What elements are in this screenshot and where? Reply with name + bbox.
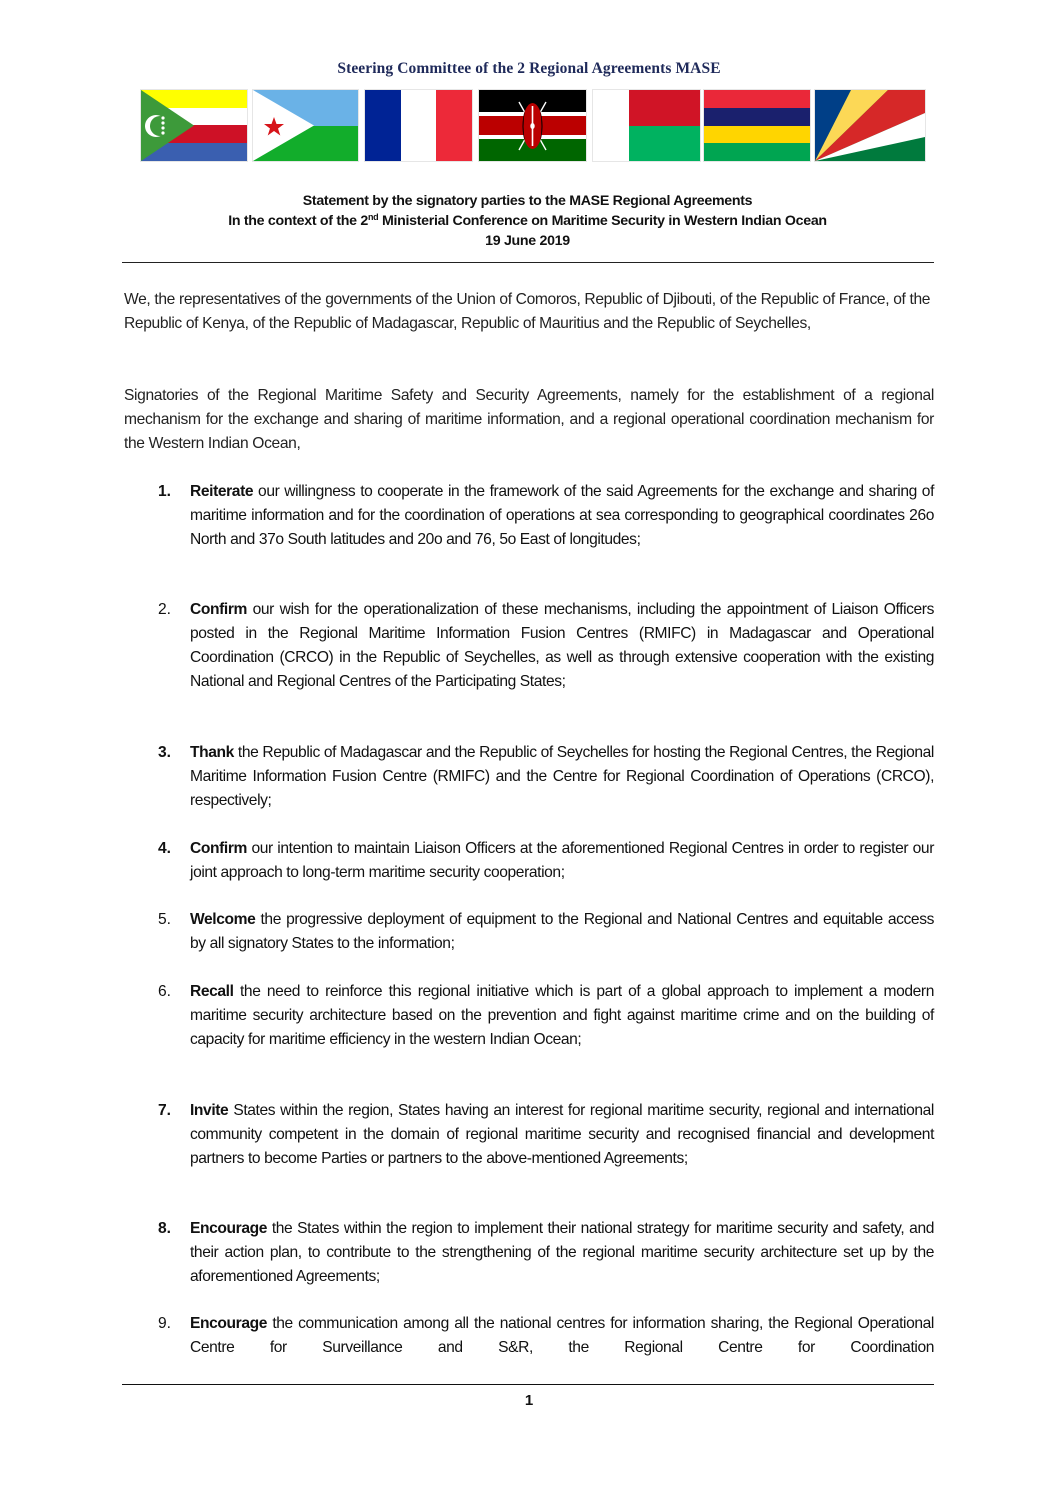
list-item xyxy=(158,1099,934,1171)
item-text: the need to reinforce this regional initiative which is part of a global approach to implement a modern maritime security architecture based on the prevention and fight against maritime crime and on the building of capacity for maritime efficiency in the western Indian Ocean; xyxy=(190,983,934,1048)
item-verb: Confirm xyxy=(190,840,247,857)
list-item xyxy=(158,741,934,813)
flag-comoros-icon xyxy=(141,90,247,161)
title-line2-suffix: Ministerial Conference on Maritime Security in Western Indian Ocean xyxy=(378,213,827,229)
item-number: 9. xyxy=(158,1315,172,1332)
list-item xyxy=(158,908,934,956)
item-number: 7. xyxy=(158,1102,172,1119)
committee-title: Steering Committee of the 2 Regional Agreements MASE xyxy=(337,60,721,77)
footer-divider xyxy=(122,1384,934,1385)
list-item xyxy=(158,837,934,885)
flag-kenya-icon xyxy=(479,90,586,161)
item-verb: Thank xyxy=(190,744,234,761)
page-number: 1 xyxy=(524,1392,534,1409)
item-text: our willingness to cooperate in the framework of the said Agreements for the exchange and sharing of maritime information and for the coordination of operations at sea corresponding to geographical coordinates 26o North and 37o South latitudes and 20o and 76, 5o East of longitudes; xyxy=(190,483,934,548)
item-text: the communication among all the national centres for information sharing, the Regional Operational Centre for Surveillance and S&R, the Regional Centre for Coordination xyxy=(190,1315,934,1356)
item-text: the States within the region to implement their national strategy for maritime security and safety, and their action plan, to contribute to the strengthening of the regional maritime security architecture set up by the aforementioned Agreements; xyxy=(190,1220,934,1285)
item-number: 4. xyxy=(158,840,172,857)
item-number: 5. xyxy=(158,911,172,928)
statement-title-line2 xyxy=(120,211,935,231)
list-item xyxy=(158,480,934,552)
item-number: 6. xyxy=(158,983,172,1000)
item-verb: Encourage xyxy=(190,1220,267,1237)
item-text: States within the region, States having an interest for regional maritime security, regional and international community competent in the domain of regional maritime security and recognised financial and development partners to become Parties or partners to the above-mentioned Agreements; xyxy=(190,1102,934,1167)
flag-mauritius-icon xyxy=(704,90,810,161)
statement-title-line1: Statement by the signatory parties to the MASE Regional Agreements xyxy=(302,193,753,209)
item-text: the Republic of Madagascar and the Republic of Seychelles for hosting the Regional Centres, the Regional Maritime Information Fusion Centre (RMIFC) and the Centre for Regional Coordination of Operations (CRCO), respectively; xyxy=(190,744,934,809)
item-text: our intention to maintain Liaison Officers at the aforementioned Regional Centres in order to register our joint approach to long-term maritime security cooperation; xyxy=(190,840,934,881)
preamble-signatories: Signatories of the Regional Maritime Safety and Security Agreements, namely for the establishment of a regional mechanism for the exchange and sharing of maritime information, and a regional operational coordination mechanism for the Western Indian Ocean, xyxy=(124,387,934,452)
item-verb: Encourage xyxy=(190,1315,267,1332)
list-item xyxy=(158,980,934,1052)
item-number: 8. xyxy=(158,1220,172,1237)
item-verb: Recall xyxy=(190,983,234,1000)
item-verb: Confirm xyxy=(190,601,247,618)
preamble-representatives: We, the representatives of the governments of the Union of Comoros, Republic of Djibouti, of the Republic of France, of the Republic of Kenya, of the Republic of Madagascar, Republic of Mauritius and the Republic of Seychelles, xyxy=(124,291,931,332)
flag-france-icon xyxy=(365,90,472,161)
item-number: 1. xyxy=(158,483,172,500)
flag-madagascar-icon xyxy=(593,90,700,161)
statement-date: 19 June 2019 xyxy=(485,233,570,249)
flag-seychelles-icon xyxy=(815,90,925,161)
item-verb: Invite xyxy=(190,1102,229,1119)
title-divider xyxy=(122,262,934,263)
list-item xyxy=(158,598,934,694)
title-line2-prefix: In the context of the 2 xyxy=(228,213,368,229)
item-number: 2. xyxy=(158,601,172,618)
item-text: our wish for the operationalization of these mechanisms, including the appointment of Liaison Officers posted in the Regional Maritime Information Fusion Centres (RMIFC) in Madagascar and Operational Coordination (CRCO) in the Republic of Seychelles, as well as through extensive cooperation with the existing National and Regional Centres of the Participating States; xyxy=(190,601,934,690)
item-number: 3. xyxy=(158,744,172,761)
statement-title xyxy=(120,191,935,251)
list-item xyxy=(158,1217,934,1289)
item-verb: Reiterate xyxy=(190,483,254,500)
title-line2-sup: nd xyxy=(367,212,379,222)
flag-djibouti-icon xyxy=(253,90,358,161)
item-text: the progressive deployment of equipment to the Regional and National Centres and equitable access by all signatory States to the information; xyxy=(190,911,934,952)
list-item xyxy=(158,1312,934,1360)
item-verb: Welcome xyxy=(190,911,256,928)
